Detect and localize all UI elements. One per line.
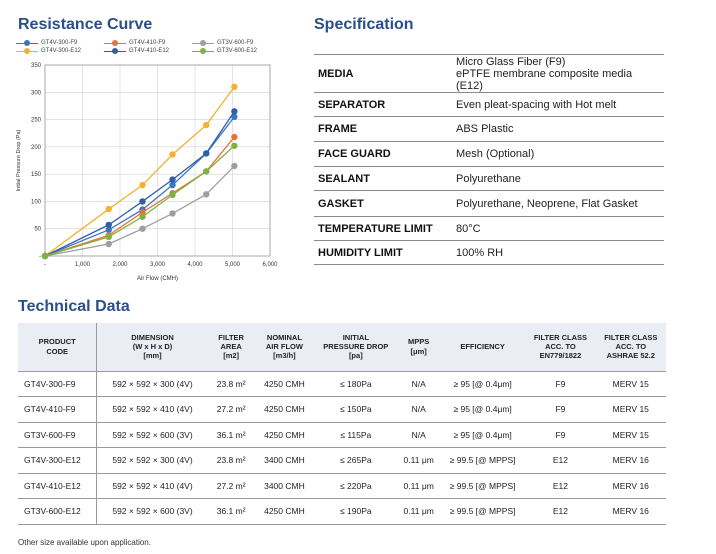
tech-cell: MERV 16 [596,473,666,499]
spec-row [314,142,664,167]
tech-cell: GT4V-410-F9 [18,397,97,423]
legend-item [16,40,77,46]
header-line: DIMENSION [131,332,174,342]
tech-cell: 27.2 m² [208,473,255,499]
technical-data-table [18,323,666,525]
data-point [106,222,112,228]
specification-title: Specification [314,16,414,33]
header-line: AIR FLOW [265,342,303,352]
tech-cell: GT4V-410-E12 [18,473,97,499]
x-tick-label: 2,000 [112,262,128,268]
spec-value-line: Mesh (Optional) [456,148,535,160]
spec-row [314,117,664,142]
tech-row [18,473,666,499]
header-line: [m2] [223,351,240,361]
data-point [203,122,209,128]
spec-value-line: 80°C [456,222,481,235]
tech-row [18,422,666,448]
tech-cell: E12 [525,448,595,474]
y-tick-label: 50 [34,226,41,233]
legend-label: GT3V-600-F9 [217,40,254,46]
y-tick-label: 100 [30,199,41,206]
header-line: EN779/1822 [539,351,582,361]
spec-key: GASKET [314,191,452,217]
tech-cell: 0.11 μm [397,448,440,474]
tech-cell: F9 [525,422,595,448]
tech-cell: 592 × 592 × 410 (4V) [97,397,208,423]
tech-cell: N/A [397,422,440,448]
spec-key: SEPARATOR [314,93,452,117]
data-point [139,182,145,188]
spec-key: HUMIDITY LIMIT [314,241,452,265]
header-line: AREA [220,342,242,352]
data-point [231,143,237,149]
tech-cell: GT4V-300-F9 [18,371,97,397]
y-tick-label: 300 [30,90,41,97]
tech-cell: 0.11 μm [397,499,440,525]
legend-swatch [192,48,214,54]
legend-label: GT4V-300-F9 [41,40,78,46]
legend-swatch [104,48,126,54]
header-line: FILTER CLASS [533,332,588,342]
tech-cell: MERV 16 [596,448,666,474]
legend-item [16,48,81,54]
x-tick-label: 4,000 [187,262,203,268]
tech-column-header [208,323,255,371]
header-line: (W x H x D) [132,342,173,352]
tech-cell: MERV 16 [596,499,666,525]
legend-item [192,48,257,54]
tech-cell: 4250 CMH [255,397,315,423]
y-tick-label: - [39,254,41,260]
resistance-curve-title: Resistance Curve [18,16,153,33]
spec-key: MEDIA [314,55,452,93]
y-tick-label: 250 [30,117,41,124]
x-axis-label: Air Flow (CMH) [137,276,178,282]
tech-cell: ≤ 190Pa [314,499,397,525]
tech-cell: 3400 CMH [255,473,315,499]
tech-cell: E12 [525,499,595,525]
data-point [231,108,237,114]
legend-label: GT4V-410-F9 [129,40,166,46]
spec-value [452,142,664,167]
data-point [203,191,209,197]
header-line: MPPS [408,337,430,347]
header-line: CODE [46,346,69,356]
tech-cell: F9 [525,397,595,423]
spec-row [314,167,664,191]
tech-cell: 592 × 592 × 300 (4V) [97,448,208,474]
header-line: NOMINAL [266,332,302,342]
tech-cell: ≤ 115Pa [314,422,397,448]
data-point [139,226,145,232]
tech-cell: 3400 CMH [255,448,315,474]
legend-item [104,48,169,54]
x-tick-label: 6,000 [262,262,278,268]
tech-cell: GT3V-600-F9 [18,422,97,448]
header-line: PRESSURE DROP [323,342,389,352]
spec-row [314,217,664,241]
tech-cell: 4250 CMH [255,371,315,397]
tech-cell: 23.8 m² [208,448,255,474]
tech-column-header [97,323,208,371]
legend-swatch [16,48,38,54]
data-point [231,134,237,140]
data-point [106,234,112,240]
data-point [231,163,237,169]
tech-column-header [314,323,397,371]
tech-cell: ≥ 95 [@ 0.4μm] [440,397,525,423]
spec-key: FACE GUARD [314,142,452,167]
spec-value-line: Polyurethane, Neoprene, Flat Gasket [456,197,638,210]
tech-row [18,371,666,397]
spec-value [452,93,664,117]
data-point [169,182,175,188]
x-tick-label: - [44,262,46,268]
legend-label: GT3V-600-E12 [217,48,258,54]
spec-key: TEMPERATURE LIMIT [314,217,452,241]
tech-cell: ≤ 220Pa [314,473,397,499]
tech-cell: ≤ 265Pa [314,448,397,474]
tech-cell: 0.11 μm [397,473,440,499]
header-line: [m3/h] [273,351,296,361]
tech-cell: MERV 15 [596,371,666,397]
spec-value-line: Even pleat-spacing with Hot melt [456,98,617,111]
spec-row [314,93,664,117]
data-point [139,198,145,204]
tech-cell: ≥ 95 [@ 0.4μm] [440,371,525,397]
tech-cell: 592 × 592 × 600 (3V) [97,422,208,448]
data-point [106,206,112,212]
tech-cell: GT4V-300-E12 [18,448,97,474]
x-tick-label: 5,000 [224,262,241,268]
tech-cell: 23.8 m² [208,371,255,397]
spec-value-line: 100% RH [456,246,504,259]
spec-row [314,191,664,217]
spec-value [452,191,664,217]
header-line: EFFICIENCY [460,342,505,352]
x-tick-label: 1,000 [74,262,91,268]
header-line: [μm] [410,346,427,356]
data-point [106,241,112,247]
header-line: ACC. TO [615,342,647,352]
data-point [169,151,175,157]
tech-cell: 592 × 592 × 410 (4V) [97,473,208,499]
tech-cell: GT3V-600-E12 [18,499,97,525]
x-tick-label: 3,000 [149,262,166,268]
spec-value [452,117,664,142]
y-tick-label: 200 [30,144,41,151]
spec-value-line: Polyurethane [456,172,521,185]
spec-value-line: ABS Plastic [456,123,514,135]
data-point [169,192,175,198]
tech-row [18,499,666,525]
legend-swatch [104,40,126,46]
spec-key: FRAME [314,117,452,142]
header-line: FILTER [218,332,244,342]
tech-cell: F9 [525,371,595,397]
header-line: [pa] [348,351,363,361]
spec-value-line: ePTFE membrane composite media (E12) [456,67,633,92]
spec-row [314,241,664,265]
legend-label: GT4V-300-E12 [41,48,82,54]
tech-cell: ≤ 150Pa [314,397,397,423]
data-point [231,84,237,90]
data-point [139,214,145,220]
footnote: Other size available upon application. [18,538,151,547]
y-tick-label: 150 [30,172,41,179]
tech-cell: ≥ 95 [@ 0.4μm] [440,422,525,448]
tech-cell: 36.1 m² [208,499,255,525]
tech-cell: N/A [397,397,440,423]
tech-cell: N/A [397,371,440,397]
header-line: FILTER CLASS [604,332,658,342]
y-axis-label: Initial Pressure Drop (Pa) [16,129,22,192]
header-line: ACC. TO [545,342,576,352]
data-point [169,210,175,216]
data-point [169,176,175,182]
legend-item [104,40,165,46]
tech-column-header [596,323,666,371]
tech-cell: 27.2 m² [208,397,255,423]
tech-cell: E12 [525,473,595,499]
tech-cell: MERV 15 [596,422,666,448]
spec-value [452,217,664,241]
legend-label: GT4V-410-E12 [129,48,170,54]
spec-row [314,55,664,93]
tech-cell: 4250 CMH [255,422,315,448]
tech-row [18,448,666,474]
spec-key: SEALANT [314,167,452,191]
header-line: INITIAL [342,332,369,342]
spec-value [452,241,664,265]
tech-column-header [255,323,315,371]
tech-column-header [440,323,525,371]
data-point [203,150,209,156]
header-line: [mm] [143,351,162,361]
tech-cell: ≥ 99.5 [@ MPPS] [440,499,525,525]
data-point [203,168,209,174]
spec-value-line: Micro Glass Fiber (F9) [456,55,566,68]
tech-cell: 592 × 592 × 600 (3V) [97,499,208,525]
spec-value [452,55,664,93]
tech-cell: ≥ 99.5 [@ MPPS] [440,473,525,499]
tech-column-header [525,323,595,371]
resistance-chart [0,55,290,295]
tech-row [18,397,666,423]
y-tick-label: 350 [30,63,41,69]
tech-cell: 36.1 m² [208,422,255,448]
tech-cell: ≤ 180Pa [314,371,397,397]
specification-table [314,54,664,265]
technical-data-title: Technical Data [18,298,130,315]
tech-cell: 4250 CMH [255,499,315,525]
header-line: ASHRAE 52.2 [606,351,655,361]
tech-cell: 592 × 592 × 300 (4V) [97,371,208,397]
legend-item [192,40,253,46]
tech-column-header [397,323,440,371]
legend-swatch [192,40,214,46]
tech-column-header [18,323,97,371]
legend-swatch [16,40,38,46]
tech-cell: ≥ 99.5 [@ MPPS] [440,448,525,474]
tech-cell: MERV 15 [596,397,666,423]
data-point [42,253,48,259]
spec-value [452,167,664,191]
header-line: PRODUCT [38,337,76,347]
